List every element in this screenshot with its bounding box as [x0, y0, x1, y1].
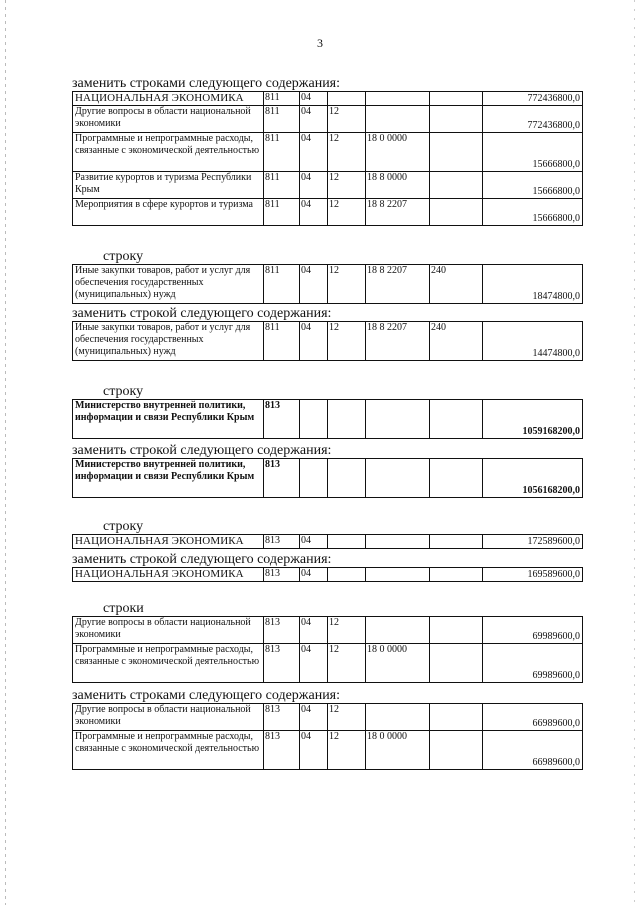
target-article-cell [366, 459, 430, 498]
ministry-code-cell: 813 [264, 617, 300, 644]
subsection-code-cell: 12 [328, 133, 366, 172]
table-row [73, 617, 583, 644]
table-row [73, 133, 583, 172]
budget-table [72, 399, 583, 439]
target-article-cell: 18 0 0000 [366, 133, 430, 172]
amount-cell: 15666800,0 [483, 172, 583, 199]
budget-table [72, 703, 583, 770]
amount-cell: 1059168200,0 [483, 400, 583, 439]
row-label-cell: Программные и непрограммные расходы, связанные с экономической деятельностью [73, 644, 264, 683]
expense-type-cell [430, 133, 483, 172]
amendment-caption: заменить строкой следующего содержания: [72, 443, 332, 458]
ministry-code-cell: 813 [264, 568, 300, 582]
target-article-cell: 18 8 2207 [366, 322, 430, 361]
expense-type-cell [430, 704, 483, 731]
target-article-cell [366, 92, 430, 106]
section-code-cell: 04 [300, 568, 328, 582]
row-label-cell: НАЦИОНАЛЬНАЯ ЭКОНОМИКА [73, 568, 264, 582]
subsection-code-cell [328, 92, 366, 106]
table-row [73, 535, 583, 549]
row-label-cell: Другие вопросы в области национальной экономики [73, 704, 264, 731]
section-code-cell: 04 [300, 199, 328, 226]
expense-type-cell [430, 199, 483, 226]
row-label-cell: Программные и непрограммные расходы, связанные с экономической деятельностью [73, 133, 264, 172]
target-article-cell [366, 106, 430, 133]
budget-table [72, 91, 583, 226]
target-article-cell [366, 617, 430, 644]
amendment-caption: заменить строкой следующего содержания: [72, 306, 332, 321]
table-row [73, 400, 583, 439]
ministry-code-cell: 811 [264, 92, 300, 106]
section-code-cell: 04 [300, 617, 328, 644]
subsection-code-cell: 12 [328, 199, 366, 226]
table-row [73, 644, 583, 683]
table-row [73, 704, 583, 731]
subsection-code-cell [328, 535, 366, 549]
amount-cell: 69989600,0 [483, 617, 583, 644]
subsection-code-cell: 12 [328, 265, 366, 304]
target-article-cell: 18 8 2207 [366, 265, 430, 304]
table-row [73, 459, 583, 498]
row-label-cell: Министерство внутренней политики, информации и связи Республики Крым [73, 400, 264, 439]
section-code-cell: 04 [300, 133, 328, 172]
amount-cell: 66989600,0 [483, 731, 583, 770]
section-code-cell: 04 [300, 704, 328, 731]
ministry-code-cell: 811 [264, 172, 300, 199]
amount-cell: 14474800,0 [483, 322, 583, 361]
section-code-cell: 04 [300, 322, 328, 361]
budget-table [72, 264, 583, 304]
table-row [73, 199, 583, 226]
amendment-caption: заменить строками следующего содержания: [72, 688, 341, 703]
section-code-cell: 04 [300, 172, 328, 199]
subsection-code-cell: 12 [328, 644, 366, 683]
row-label-cell: Другие вопросы в области национальной экономики [73, 617, 264, 644]
amount-cell: 1056168200,0 [483, 459, 583, 498]
section-code-cell: 04 [300, 731, 328, 770]
row-label-cell: Развитие курортов и туризма Республики Крым [73, 172, 264, 199]
target-article-cell: 18 0 0000 [366, 731, 430, 770]
amendment-caption: строку [103, 249, 144, 264]
row-label-cell: Иные закупки товаров, работ и услуг для обеспечения государственных (муниципальных) нужд [73, 322, 264, 361]
row-label-cell: Мероприятия в сфере курортов и туризма [73, 199, 264, 226]
amendment-caption: строку [103, 519, 144, 534]
ministry-code-cell: 811 [264, 265, 300, 304]
expense-type-cell: 240 [430, 265, 483, 304]
amount-cell: 772436800,0 [483, 106, 583, 133]
budget-table [72, 616, 583, 683]
ministry-code-cell: 811 [264, 133, 300, 172]
target-article-cell [366, 535, 430, 549]
scan-edge-right [634, 0, 635, 905]
section-code-cell: 04 [300, 644, 328, 683]
budget-table [72, 534, 583, 549]
subsection-code-cell: 12 [328, 617, 366, 644]
ministry-code-cell: 813 [264, 400, 300, 439]
section-code-cell [300, 459, 328, 498]
expense-type-cell [430, 731, 483, 770]
row-label-cell: Министерство внутренней политики, информации и связи Республики Крым [73, 459, 264, 498]
section-code-cell: 04 [300, 106, 328, 133]
ministry-code-cell: 811 [264, 106, 300, 133]
amount-cell: 15666800,0 [483, 133, 583, 172]
ministry-code-cell: 813 [264, 704, 300, 731]
expense-type-cell [430, 617, 483, 644]
amendment-section [72, 688, 582, 770]
amendment-section [72, 306, 582, 361]
target-article-cell: 18 8 2207 [366, 199, 430, 226]
expense-type-cell [430, 106, 483, 133]
section-code-cell: 04 [300, 92, 328, 106]
ministry-code-cell: 813 [264, 644, 300, 683]
amendment-section [72, 249, 582, 304]
target-article-cell: 18 0 0000 [366, 644, 430, 683]
amount-cell: 172589600,0 [483, 535, 583, 549]
amendment-section [72, 601, 582, 683]
expense-type-cell [430, 568, 483, 582]
table-row [73, 92, 583, 106]
amendment-section [72, 76, 582, 226]
amount-cell: 772436800,0 [483, 92, 583, 106]
section-code-cell [300, 400, 328, 439]
amendment-caption: заменить строкой следующего содержания: [72, 552, 332, 567]
subsection-code-cell: 12 [328, 106, 366, 133]
amendment-caption: строки [103, 601, 144, 616]
target-article-cell [366, 568, 430, 582]
subsection-code-cell [328, 459, 366, 498]
section-code-cell: 04 [300, 535, 328, 549]
amendment-section [72, 384, 582, 439]
budget-table [72, 567, 583, 582]
subsection-code-cell [328, 400, 366, 439]
table-row [73, 731, 583, 770]
table-row [73, 322, 583, 361]
target-article-cell: 18 8 0000 [366, 172, 430, 199]
page-number: 3 [317, 36, 323, 50]
amendment-caption: строку [103, 384, 144, 399]
ministry-code-cell: 813 [264, 535, 300, 549]
amount-cell: 69989600,0 [483, 644, 583, 683]
subsection-code-cell: 12 [328, 322, 366, 361]
amendment-section [72, 519, 582, 549]
budget-table [72, 321, 583, 361]
ministry-code-cell: 813 [264, 731, 300, 770]
expense-type-cell [430, 172, 483, 199]
row-label-cell: НАЦИОНАЛЬНАЯ ЭКОНОМИКА [73, 92, 264, 106]
amendment-section [72, 552, 582, 582]
subsection-code-cell: 12 [328, 172, 366, 199]
table-row [73, 265, 583, 304]
row-label-cell: Программные и непрограммные расходы, связанные с экономической деятельностью [73, 731, 264, 770]
amount-cell: 169589600,0 [483, 568, 583, 582]
table-row [73, 172, 583, 199]
table-row [73, 106, 583, 133]
amount-cell: 15666800,0 [483, 199, 583, 226]
row-label-cell: Иные закупки товаров, работ и услуг для обеспечения государственных (муниципальных) нужд [73, 265, 264, 304]
table-row [73, 568, 583, 582]
row-label-cell: Другие вопросы в области национальной экономики [73, 106, 264, 133]
scan-edge-left [5, 0, 6, 905]
budget-table [72, 458, 583, 498]
ministry-code-cell: 811 [264, 322, 300, 361]
target-article-cell [366, 704, 430, 731]
target-article-cell [366, 400, 430, 439]
expense-type-cell [430, 92, 483, 106]
subsection-code-cell: 12 [328, 731, 366, 770]
ministry-code-cell: 813 [264, 459, 300, 498]
expense-type-cell [430, 535, 483, 549]
amendment-section [72, 443, 582, 498]
amount-cell: 18474800,0 [483, 265, 583, 304]
subsection-code-cell [328, 568, 366, 582]
expense-type-cell [430, 644, 483, 683]
expense-type-cell [430, 459, 483, 498]
section-code-cell: 04 [300, 265, 328, 304]
subsection-code-cell: 12 [328, 704, 366, 731]
expense-type-cell: 240 [430, 322, 483, 361]
row-label-cell: НАЦИОНАЛЬНАЯ ЭКОНОМИКА [73, 535, 264, 549]
amendment-caption: заменить строками следующего содержания: [72, 76, 341, 91]
ministry-code-cell: 811 [264, 199, 300, 226]
amount-cell: 66989600,0 [483, 704, 583, 731]
expense-type-cell [430, 400, 483, 439]
